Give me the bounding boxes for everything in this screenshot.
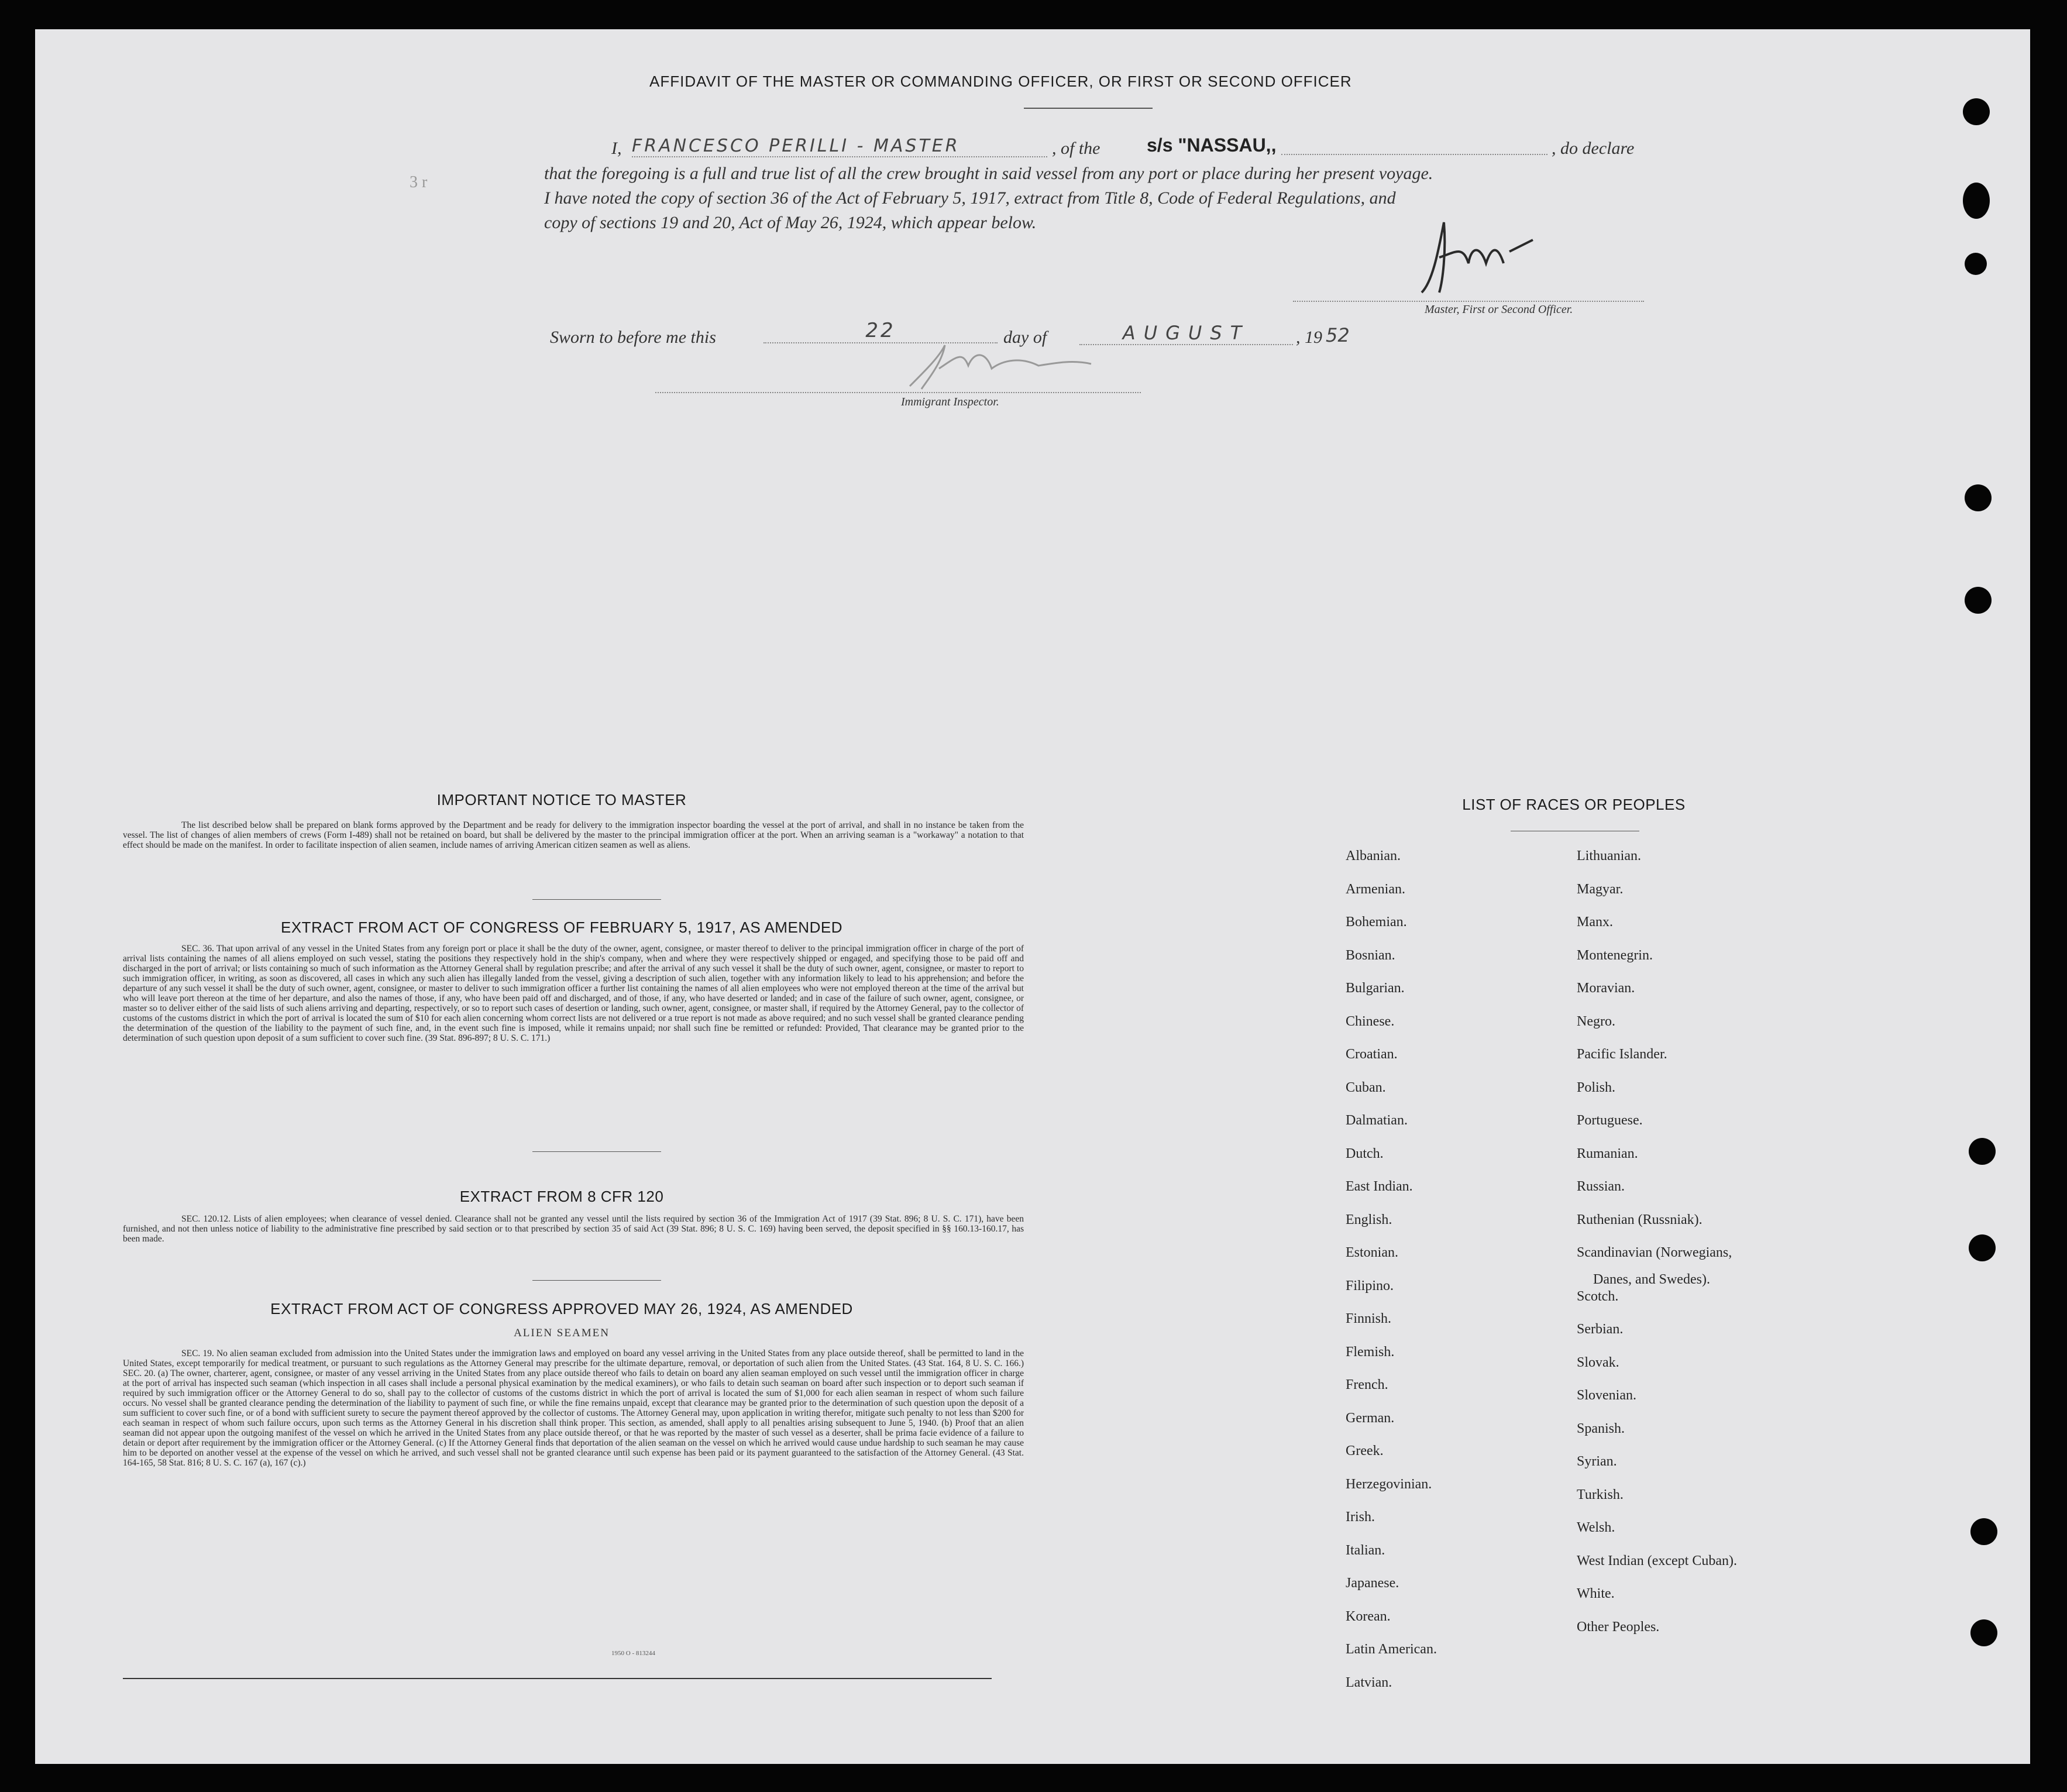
- inspector-signature: [886, 333, 1132, 398]
- race-item: Cuban.: [1346, 1079, 1386, 1095]
- year-prefix: , 19: [1296, 328, 1322, 347]
- notice-title: IMPORTANT NOTICE TO MASTER: [436, 791, 687, 809]
- race-item: Latin American.: [1346, 1642, 1437, 1657]
- extract-cfr-body: SEC. 120.12. Lists of alien employees; when clearance of vessel denied. Clearance shall not be granted any vessel until the lists required by section 36 of the Immigration Act of 1917 (39 Stat. 896; 8 U. S. C. 171), have been furnished, and not then unless notice of liability to the administrative fine prescribed by said section or to that prescribed by section 35 of said Act (39 Stat. 896; 8 U. S. C. 169) having been served, the deposit specified in §§ 160.13-160.17, has been made.: [123, 1214, 1024, 1244]
- race-item: Scotch.: [1577, 1288, 1619, 1304]
- notice-body: The list described below shall be prepared on blank forms approved by the Department and be ready for delivery to the immigration inspector boarding the vessel at the port of arrival, and shall in no instance be taken from the vessel. The list of changes of alien members of crews (Form I-489) shall not be retained on board, but shall be delivered by the master to the principal immigration officer at the port. When an arriving seaman is a "workaway" a notation to that effect should be made on the manifest. In order to facilitate inspection of alien seamen, include names of arriving American citizen seamen as well as aliens.: [123, 820, 1024, 850]
- race-item: Latvian.: [1346, 1674, 1392, 1690]
- race-item: Slovenian.: [1577, 1388, 1636, 1403]
- race-item: Filipino.: [1346, 1278, 1394, 1294]
- race-item: Japanese.: [1346, 1576, 1399, 1591]
- affidavit-i: I,: [611, 139, 622, 158]
- punch-hole: [1963, 98, 1990, 125]
- race-item: Ruthenian (Russniak).: [1577, 1212, 1703, 1227]
- inspector-label: Immigrant Inspector.: [901, 395, 999, 408]
- divider: [1024, 108, 1153, 109]
- affidavit-line-4: copy of sections 19 and 20, Act of May 26, 1924, which appear below.: [544, 213, 1037, 232]
- punch-hole: [1963, 183, 1990, 219]
- race-item: Polish.: [1577, 1079, 1616, 1095]
- race-item: Estonian.: [1346, 1245, 1398, 1260]
- race-item: Syrian.: [1577, 1454, 1617, 1469]
- race-item: Italian.: [1346, 1542, 1385, 1558]
- race-item: Rumanian.: [1577, 1146, 1638, 1161]
- race-item: Magyar.: [1577, 881, 1624, 897]
- race-item: Finnish.: [1346, 1311, 1392, 1326]
- race-item: Bohemian.: [1346, 914, 1407, 930]
- race-item: Greek.: [1346, 1443, 1384, 1459]
- extract-1924-subtitle: ALIEN SEAMEN: [514, 1327, 610, 1339]
- race-item: Serbian.: [1577, 1322, 1624, 1337]
- extract-cfr-title: EXTRACT FROM 8 CFR 120: [459, 1188, 664, 1205]
- race-item: French.: [1346, 1377, 1388, 1392]
- blank-line: [1281, 149, 1547, 155]
- race-item: Korean.: [1346, 1608, 1391, 1624]
- year-suffix: 52: [1326, 324, 1350, 346]
- vessel-name: s/s "NASSAU,,: [1147, 135, 1277, 156]
- affidavit-line-2: that the foregoing is a full and true list of all the crew brought in said vessel from any port or place during her present voyage.: [544, 164, 1433, 183]
- affidavit-declare: , do declare: [1552, 139, 1635, 158]
- divider: [532, 1280, 661, 1281]
- print-imprint: 1950 O - 813244: [611, 1650, 655, 1657]
- extract-1924-title: EXTRACT FROM ACT OF CONGRESS APPROVED MAY 26, 1924, AS AMENDED: [270, 1300, 853, 1318]
- race-item: Danes, and Swedes).: [1593, 1272, 1710, 1287]
- race-item: East Indian.: [1346, 1179, 1413, 1194]
- race-item: Other Peoples.: [1577, 1619, 1660, 1635]
- race-item: Negro.: [1577, 1013, 1615, 1029]
- punch-hole: [1965, 484, 1992, 511]
- punch-hole: [1969, 1234, 1996, 1261]
- day-of-label: day of: [1003, 328, 1047, 347]
- sworn-prefix: Sworn to before me this: [550, 328, 716, 347]
- master-signature-label: Master, First or Second Officer.: [1425, 303, 1573, 316]
- extract-1924-body: SEC. 19. No alien seaman excluded from admission into the United States under the immigration laws and employed on board any vessel arriving in the United States from any place outside thereof, shall be permitted to land in the United States, except temporarily for medical treatment, or pursuant to such regulations as the Attorney General may prescribe for the ultimate departure, removal, or deportation of such alien from the United States. (43 Stat. 164, 8 U. S. C. 166.) SEC. 20. (a) The owner, charterer, agent, consignee, or master of any vessel arriving in the United States from any place outside thereof who fails to detain on board any alien seaman employed on such vessel until the immigration officer in charge at the port of arrival has inspected such seaman (which inspection in all cases shall include a personal physical examination by the medical examiners), or who fails to detain such seaman on board after such inspection or to deport such seaman if required by such immigration officer or the Attorney General to do so, shall pay to the collector of customs of the customs district in which the port of arrival is located the sum of $1,000 for each alien seaman in respect of whom such failure occurs. No vessel shall be granted clearance pending the determination of the liability to payment of such fine, or while the fine remains unpaid, except that clearance may be granted prior to the determination of such question upon the deposit of a sum sufficient to cover such fine, or of a bond with sufficient surety to secure the payment thereof approved by the collector of customs. The Attorney General may, upon application in writing therefor, mitigate such penalty to not less than $200 for each seaman in respect of whom such failure occurs, upon such terms as the Attorney General in his discretion shall think proper. This section, as amended, shall apply to all penalties arising subsequent to June 5, 1940. (b) Proof that an alien seaman did not appear upon the outgoing manifest of the vessel on which he arrived in the United States from any place outside thereof, or that he was reported by the master of such vessel as a deserter, shall be prima facie evidence of a failure to detain or deport after requirement by the immigration officer or the Attorney General. (c) If the Attorney General finds that deportation of the alien seaman on the vessel on which he arrived would cause undue hardship to such seaman he may cause him to be deported on another vessel at the expense of the vessel on which he arrived, and such vessel shall not be granted clearance until such expense has been paid or its payment guaranteed to the satisfaction of the Attorney General. (43 Stat. 164-165, 58 Stat. 816; 8 U. S. C. 167 (a), 167 (c).): [123, 1349, 1024, 1468]
- race-item: Russian.: [1577, 1179, 1625, 1194]
- race-item: Slovak.: [1577, 1354, 1619, 1370]
- race-item: Dutch.: [1346, 1146, 1384, 1161]
- race-item: Flemish.: [1346, 1344, 1395, 1360]
- race-item: Bulgarian.: [1346, 981, 1405, 996]
- sworn-day: 22: [763, 319, 998, 343]
- race-item: Albanian.: [1346, 848, 1401, 864]
- divider: [532, 899, 661, 900]
- bottom-rule: [123, 1678, 992, 1679]
- race-item: Spanish.: [1577, 1420, 1625, 1436]
- punch-hole: [1969, 1138, 1996, 1165]
- signature-line: [1293, 300, 1644, 302]
- punch-hole: [1965, 253, 1987, 275]
- race-item: Armenian.: [1346, 881, 1405, 897]
- extract-1917-title: EXTRACT FROM ACT OF CONGRESS OF FEBRUARY 5, 1917, AS AMENDED: [281, 919, 842, 936]
- race-item: Turkish.: [1577, 1487, 1624, 1502]
- sworn-month: AUGUST: [1079, 322, 1293, 345]
- races-title: LIST OF RACES OR PEOPLES: [1462, 796, 1686, 813]
- race-item: White.: [1577, 1586, 1615, 1601]
- race-item: Dalmatian.: [1346, 1113, 1408, 1128]
- affidavit-heading: AFFIDAVIT OF THE MASTER OR COMMANDING OFFICER, OR FIRST OR SECOND OFFICER: [649, 73, 1352, 90]
- race-item: Moravian.: [1577, 981, 1635, 996]
- master-name-handwritten: FRANCESCO PERILLI - MASTER: [632, 136, 1047, 157]
- race-item: Manx.: [1577, 914, 1613, 930]
- race-item: German.: [1346, 1410, 1395, 1426]
- master-signature: [1398, 211, 1550, 304]
- race-item: Portuguese.: [1577, 1113, 1643, 1128]
- race-item: West Indian (except Cuban).: [1577, 1553, 1737, 1569]
- race-item: Herzegovinian.: [1346, 1476, 1432, 1492]
- document-page: [35, 29, 2030, 1764]
- race-item: Chinese.: [1346, 1013, 1395, 1029]
- divider: [532, 1151, 661, 1152]
- affidavit-line-3: I have noted the copy of section 36 of the Act of February 5, 1917, extract from Title 8, Code of Federal Regulations, and: [544, 188, 1396, 208]
- race-item: Montenegrin.: [1577, 947, 1653, 963]
- inspector-line: [655, 391, 1141, 393]
- punch-hole: [1965, 587, 1992, 614]
- race-item: English.: [1346, 1212, 1392, 1227]
- margin-marks: 3 r: [410, 173, 428, 191]
- race-item: Scandinavian (Norwegians,: [1577, 1245, 1732, 1260]
- race-item: Pacific Islander.: [1577, 1047, 1667, 1062]
- race-item: Croatian.: [1346, 1047, 1398, 1062]
- race-item: Bosnian.: [1346, 947, 1395, 963]
- race-item: Welsh.: [1577, 1520, 1615, 1535]
- extract-1917-body: SEC. 36. That upon arrival of any vessel in the United States from any foreign port or place it shall be the duty of the owner, agent, consignee, or master thereof to deliver to the principal immigration officer in charge of the port of arrival lists containing the names of all aliens employed on such vessel, stating the positions they respectively hold in the ship's company, when and where they were respectively shipped or engaged, and specifying those to be paid off and discharged in the port of arrival; or lists containing so much of such information as the Attorney General shall by regulation prescribe; and after the arrival of any such vessel it shall be the duty of such owner, agent, consignee, or master to report to such immigration officer, in writing, as soon as discovered, all cases in which any such alien has illegally landed from the vessel, giving a description of such alien, together with any information likely to lead to his apprehension; and before the departure of any such vessel it shall be the duty of such owner, agent, consignee, or master to deliver to such immigration officer a further list containing the names of all alien employees who were not employed thereon at the time of the arrival but who will leave port thereon at the time of her departure, and also the names of those, if any, who have been paid off and discharged, and of those, if any, who have deserted or landed; and in case of the failure of such owner, agent, consignee, or master so to deliver either of the said lists of such aliens arriving and departing, respectively, or so to report such cases of desertion or landing, such owner, agent, consignee, or master shall, if required by the Attorney General, pay to the collector of customs of the customs district in which the port of arrival is located the sum of $10 for each alien concerning whom correct lists are not delivered or a true report is not made as above required; and no such vessel shall be granted clearance pending the determination of the question of the liability to the payment of such fine, and, in the event such fine is imposed, while it remains unpaid; nor shall such fine be remitted or refunded: Provided, That clearance may be granted prior to the determination of such question upon deposit of a sum sufficient to cover such fine. (39 Stat. 896-897; 8 U. S. C. 171.): [123, 944, 1024, 1043]
- race-item: Irish.: [1346, 1509, 1375, 1525]
- race-item: Lithuanian.: [1577, 848, 1641, 864]
- affidavit-of-the: , of the: [1052, 139, 1100, 158]
- punch-hole: [1970, 1619, 1997, 1646]
- punch-hole: [1970, 1518, 1997, 1545]
